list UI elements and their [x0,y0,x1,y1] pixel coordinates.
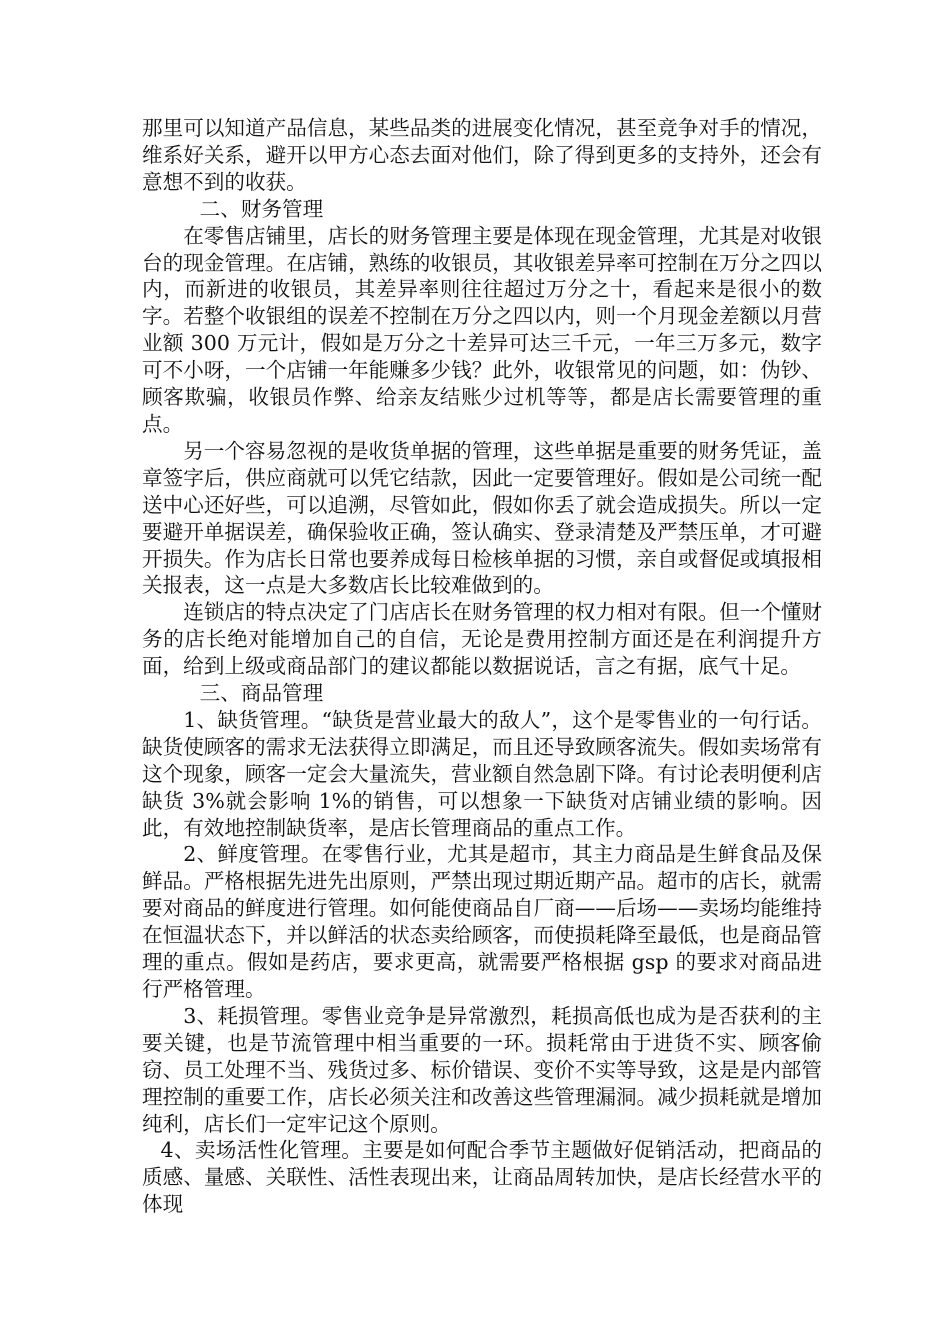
paragraph-store-activation: 4、卖场活性化管理。主要是如何配合季节主题做好促销活动，把商品的质感、量感、关联性、活性表现出来，让商品周转加快，是店长经营水平的体现 [142,1138,822,1217]
paragraph-loss-management: 3、耗损管理。零售业竞争是异常激烈，耗损高低也成为是否获利的主要关键，也是节流管理中相当重要的一环。损耗常由于进货不实、顾客偷窃、员工处理不当、残货过多、标价错误、变价不实等导致，这是是内部管理控制的重要工作，店长必须关注和改善这些管理漏洞。减少损耗就是增加纯利，店长们一定牢记这个原则。 [142,1003,822,1136]
paragraph-receipt-documents: 另一个容易忽视的是收货单据的管理，这些单据是重要的财务凭证，盖章签字后，供应商就可以凭它结款，因此一定要管理好。假如是公司统一配送中心还好些，可以追溯，尽管如此，假如你丢了就会造成损失。所以一定要避开单据误差，确保验收正确，签认确实、登录清楚及严禁压单，才可避开损失。作为店长日常也要养成每日检核单据的习惯，亲自或督促或填报相关报表，这一点是大多数店长比较难做到的。 [142,438,822,598]
heading-finance-management: 二、财务管理 [199,196,324,221]
paragraph-cash-management: 在零售店铺里，店长的财务管理主要是体现在现金管理，尤其是对收银台的现金管理。在店铺，熟练的收银员，其收银差异率可控制在万分之四以内，而新进的收银员，其差异率则往往超过万分之十，看起来是很小的数字。若整个收银组的误差不控制在万分之四以内，则一个月现金差额以月营业额 300 万元计，假如是万分之十差异可达三千元，一年三万多元，数字可不小呀，一个店铺一年能赚多少钱？此外，收银常见的问题，如：伪钞、顾客欺骗，收银员作弊、给亲友结账少过机等等，都是店长需要管理的重点。 [142,223,822,436]
paragraph-stockout-management: 1、缺货管理。“缺货是营业最大的敌人”，这个是零售业的一句行话。缺货使顾客的需求无法获得立即满足，而且还导致顾客流失。假如卖场常有这个现象，顾客一定会大量流失，营业额自然急剧下降。有讨论表明便利店缺货 3%就会影响 1%的销售，可以想象一下缺货对店铺业绩的影响。因此，有效地控制缺货率，是店长管理商品的重点工作。 [142,707,822,840]
paragraph-chain-store-finance: 连锁店的特点决定了门店店长在财务管理的权力相对有限。但一个懂财务的店长绝对能增加自己的自信，无论是费用控制方面还是在利润提升方面，给到上级或商品部门的建议都能以数据说话，言之有据，底气十足。 [142,600,822,679]
heading-merchandise-management: 三、商品管理 [199,681,324,706]
paragraph-supplier-relations: 那里可以知道产品信息，某些品类的进展变化情况，甚至竞争对手的情况，维系好关系，避开以甲方心态去面对他们，除了得到更多的支持外，还会有意想不到的收获。 [142,116,822,194]
paragraph-freshness-management: 2、鲜度管理。在零售行业，尤其是超市，其主力商品是生鲜食品及保鲜品。严格根据先进先出原则，严禁出现过期近期产品。超市的店长，就需要对商品的鲜度进行管理。如何能使商品自厂商——后场——卖场均能维持在恒温状态下，并以鲜活的状态卖给顾客，而使损耗降至最低，也是商品管理的重点。假如是药店，要求更高，就需要严格根据 gsp 的要求对商品进行严格管理。 [142,842,822,1001]
document-page [142,115,822,1218]
